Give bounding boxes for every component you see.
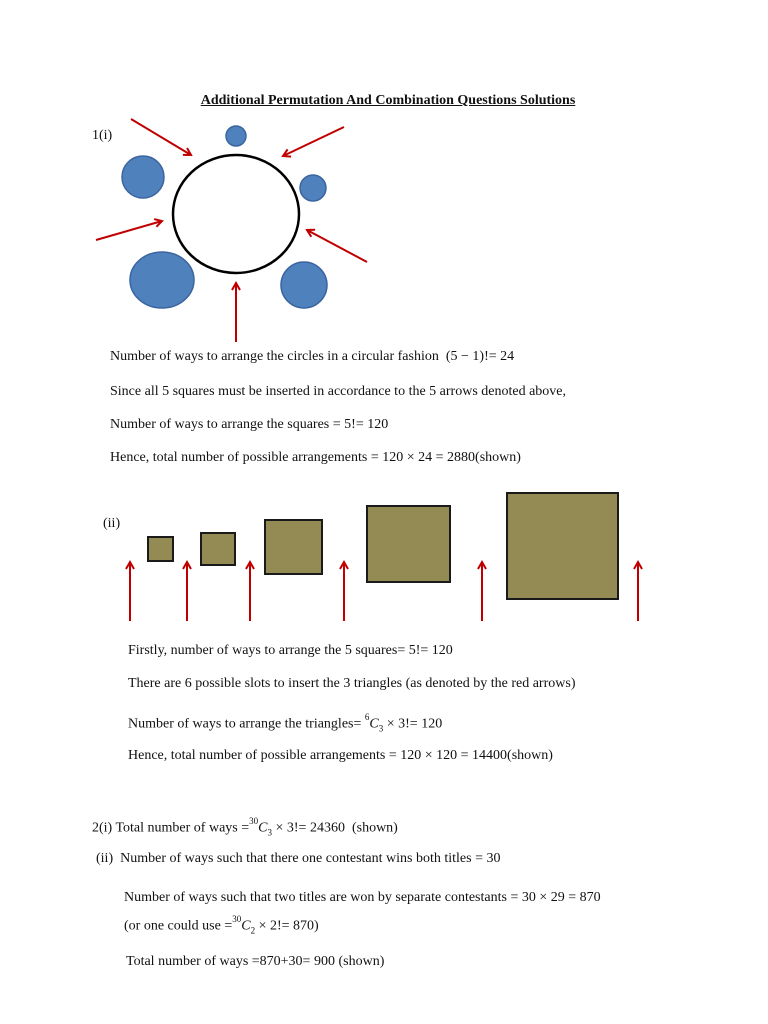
blue-circle-4	[130, 252, 194, 308]
q2-line-3: Number of ways such that two titles are won by separate contestants = 30 × 29 = 870	[124, 890, 601, 905]
blue-circle-3	[300, 175, 326, 201]
q2-line-1: 2(i) Total number of ways $=^{30}C_3 \times 3!= 24360$ (shown)	[92, 816, 398, 838]
q1ii-shown: (shown)	[507, 748, 553, 763]
q1-math-3: = 120 × 24 = 2880	[370, 450, 476, 465]
q1-line-2: Since all 5 squares must be inserted in accordance to the 5 arrows denoted above,	[110, 384, 567, 399]
square-5	[507, 493, 618, 599]
square-3	[265, 520, 322, 574]
arrow-q1-4	[307, 230, 367, 262]
q1ii-line-1: Firstly, number of ways to arrange the 5 squares= 5!= 120	[128, 643, 453, 658]
q2-line-2: (ii) Number of ways such that there one contestant wins both titles = 30	[96, 851, 501, 866]
square-4	[367, 506, 450, 582]
q1-line-3: Number of ways to arrange the squares = 5!= 120	[110, 417, 389, 432]
page-title: Additional Permutation And Combination Questions Solutions	[200, 93, 576, 108]
q1-line-1: Number of ways to arrange the circles in a circular fashion (5 − 1)!= 24	[110, 349, 515, 364]
q1ii-line-2: There are 6 possible slots to insert the 3 triangles (as denoted by the red arrows)	[128, 676, 576, 691]
arrow-q1-3	[96, 221, 162, 240]
q1ii-label: (ii)	[103, 516, 121, 531]
square-1	[148, 537, 173, 561]
q1ii-math-1: = 5!= 120	[397, 643, 453, 658]
central-circle	[173, 155, 299, 273]
q1ii-line-3: Number of ways to arrange the triangles= $^6C_3 \times 3!= 120$	[128, 712, 443, 734]
q1-math-1: (5 − 1)!= 24	[445, 349, 515, 364]
square-2	[201, 533, 235, 565]
q1-label: 1(i)	[92, 128, 113, 143]
blue-circle-1	[226, 126, 246, 146]
q2-line-5: Total number of ways =870+30= 900 (shown)	[126, 954, 385, 969]
q2-line-4: (or one could use $=^{30}C_2 \times 2!= 870$)	[124, 914, 319, 936]
q1-line-4: Hence, total number of possible arrangements = 120 × 24 = 2880(shown)	[110, 450, 521, 465]
arrow-q1-1	[131, 119, 191, 155]
q1-shown: (shown)	[475, 450, 521, 465]
blue-circle-5	[281, 262, 327, 308]
arrow-q1-2	[283, 127, 344, 156]
q1-math-2: = 5!= 120	[332, 417, 389, 432]
q2-shown: (shown)	[351, 820, 398, 836]
q2-shown-2: (shown)	[338, 954, 385, 969]
blue-circle-2	[122, 156, 164, 198]
q1ii-line-4: Hence, total number of possible arrangements = 120 × 120 = 14400(shown)	[128, 748, 553, 763]
